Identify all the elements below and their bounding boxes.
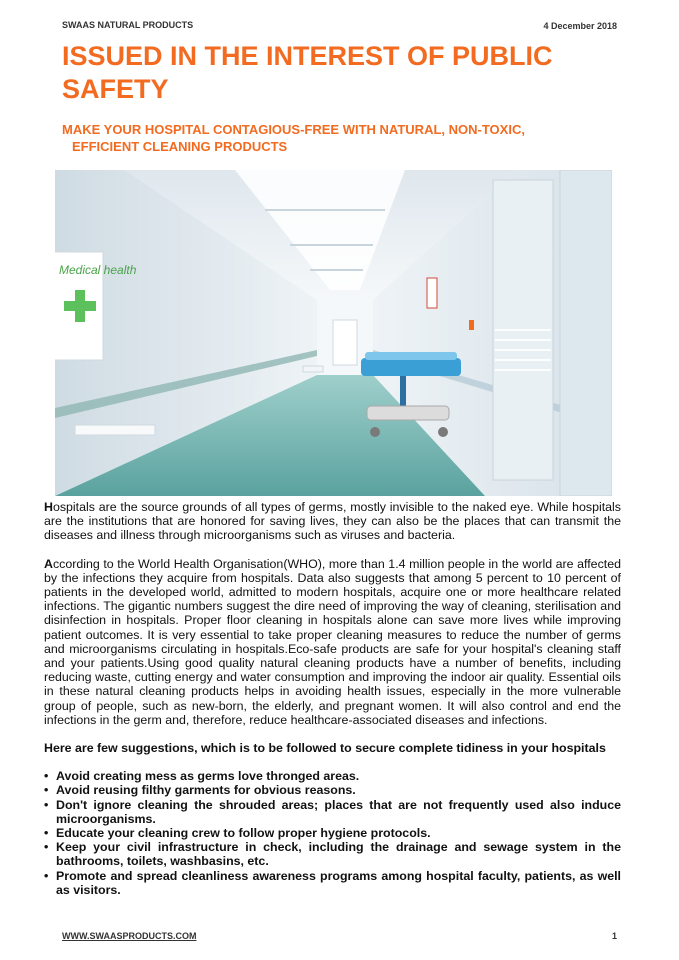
bullet-icon: • bbox=[44, 826, 49, 841]
header-date: 4 December 2018 bbox=[543, 21, 617, 31]
bullet-icon: • bbox=[44, 797, 49, 812]
list-item bbox=[44, 783, 621, 797]
list-item-text: Keep your civil infrastructure in check, including the drainage and sewage system in the bathrooms, toilets, washbasins, etc. bbox=[56, 840, 621, 869]
page-title: ISSUED IN THE INTEREST OF PUBLIC SAFETY bbox=[62, 41, 553, 104]
suggestions-intro: Here are few suggestions, which is to be followed to secure complete tidiness in your hospitals bbox=[44, 741, 606, 756]
list-item-text: Promote and spread cleanliness awareness programs among hospital faculty, patients, as well as visitors. bbox=[56, 868, 621, 897]
list-item bbox=[44, 840, 621, 868]
paragraph-1-dropcap: H bbox=[44, 500, 53, 514]
bullet-icon: • bbox=[44, 769, 49, 784]
list-item-text: Avoid creating mess as germs love thronged areas. bbox=[56, 769, 360, 784]
header-company: SWAAS NATURAL PRODUCTS bbox=[62, 20, 194, 30]
list-item-text: Don't ignore cleaning the shrouded areas; places that are not frequently used also induce microorganisms. bbox=[56, 797, 621, 826]
footer-page-number: 1 bbox=[611, 931, 617, 941]
subtitle-line-1: MAKE YOUR HOSPITAL CONTAGIOUS-FREE WITH NATURAL, NON-TOXIC, bbox=[62, 122, 525, 137]
bullet-icon: • bbox=[44, 840, 49, 855]
bullet-icon: • bbox=[44, 783, 49, 798]
paragraph-1-text: ospitals are the source grounds of all types of germs, mostly invisible to the naked eye. While hospitals are the institutions that are honored for saving lives, they can also be the places that can transmit the diseases and illness through microorganisms such as viruses and bacteria. bbox=[44, 500, 621, 543]
wall-sign-text: Medical health bbox=[59, 263, 137, 277]
footer-website-link[interactable]: WWW.SWAASPRODUCTS.COM bbox=[62, 931, 197, 941]
bullet-icon: • bbox=[44, 868, 49, 883]
list-item bbox=[44, 869, 621, 897]
suggestions-list bbox=[44, 769, 621, 897]
list-item bbox=[44, 826, 621, 840]
list-item-text: Avoid reusing filthy garments for obvious reasons. bbox=[56, 783, 356, 798]
paragraph-2-dropcap: A bbox=[44, 556, 53, 571]
page-subtitle bbox=[62, 121, 582, 155]
paragraph-2 bbox=[44, 557, 621, 727]
subtitle-line-2: EFFICIENT CLEANING PRODUCTS bbox=[72, 139, 288, 154]
article-body bbox=[44, 500, 621, 897]
list-item bbox=[44, 769, 621, 783]
paragraph-1 bbox=[44, 500, 621, 543]
hospital-corridor-photo bbox=[55, 170, 612, 496]
list-item bbox=[44, 798, 621, 826]
list-item-text: Educate your cleaning crew to follow proper hygiene protocols. bbox=[56, 826, 431, 841]
paragraph-2-text: ccording to the World Health Organisation(WHO), more than 1.4 million people in the world are affected by the infections they acquire from hospitals. Data also suggests that among 5 percent to 10 percent of patients in the developed world, admitted to modern hospitals, acquire one or more healthcare related infections. The gigantic numbers suggest the dire need of improving the way of cleaning, sterilisation and disinfection in hospitals. Proper floor cleaning in hospitals alone can save more lives while improving patient outcomes. It is very essential to take proper cleaning measures to reduce the number of germs and microorganisms circulating in hospitals.Eco-safe products are safe for your hospital's cleaning staff and your patients.Using good quality natural cleaning products have a number of benefits, including reducing waste, cutting energy and water consumption and improving the indoor air quality. Essential oils in these natural cleaning products helps in avoiding health issues, especially in the more vulnerable group of people, such as new-born, the elderly, and pregnant women. It will also control and end the infections in the germ and, therefore, reduce healthcare-associated diseases and infections. bbox=[44, 556, 621, 727]
